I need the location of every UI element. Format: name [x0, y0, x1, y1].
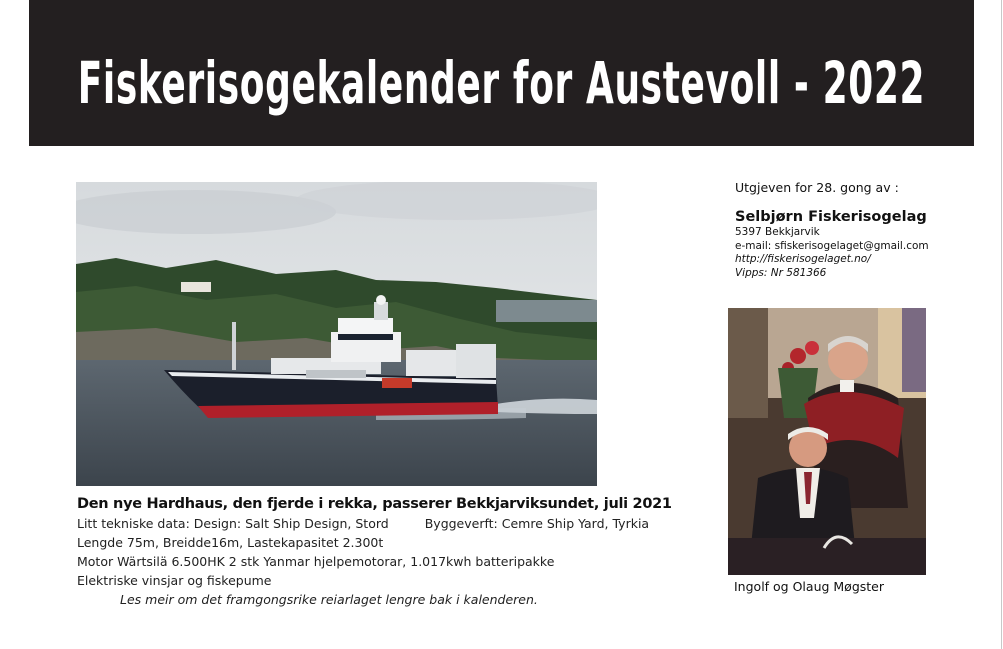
ship-photo — [76, 182, 597, 486]
publisher-website-link[interactable]: http://fiskerisogelaget.no/ — [735, 253, 871, 265]
publisher-vipps: Vipps: Nr 581366 — [735, 266, 827, 279]
title-banner — [29, 0, 974, 146]
publisher-info — [735, 180, 985, 280]
dimensions-line: Lengde 75m, Breidde16m, Lastekapasitet 2.300t — [77, 535, 384, 550]
page-title: Fiskerisogekalender for Austevoll - 2022 — [77, 49, 926, 117]
tech-data-shipyard: Byggeverft: Cemre Ship Yard, Tyrkia — [424, 516, 650, 531]
read-more-note: Les meir om det framgongsrike reiarlaget lengre bak i kalenderen. — [120, 592, 538, 607]
tech-data-line — [77, 514, 650, 533]
publisher-email: e-mail: sfiskerisogelaget@gmail.com — [735, 239, 929, 252]
ship-caption — [77, 494, 672, 609]
winches-line: Elektriske vinsjar og fiskepume — [77, 573, 272, 588]
publisher-name: Selbjørn Fiskerisogelag — [735, 209, 927, 225]
ship-caption-title: Den nye Hardhaus, den fjerde i rekka, passerer Bekkjarviksundet, juli 2021 — [77, 496, 672, 512]
publisher-address: 5397 Bekkjarvik — [735, 226, 820, 238]
engine-line: Motor Wärtsilä 6.500HK 2 stk Yanmar hjelpemotorar, 1.017kwh batteripakke — [77, 554, 555, 569]
tech-data-design: Litt tekniske data: Design: Salt Ship Design, Stord — [77, 516, 389, 531]
portrait-caption: Ingolf og Olaug Møgster — [734, 579, 885, 594]
publisher-intro: Utgjeven for 28. gong av : — [735, 180, 899, 195]
portrait-photo — [728, 308, 926, 575]
